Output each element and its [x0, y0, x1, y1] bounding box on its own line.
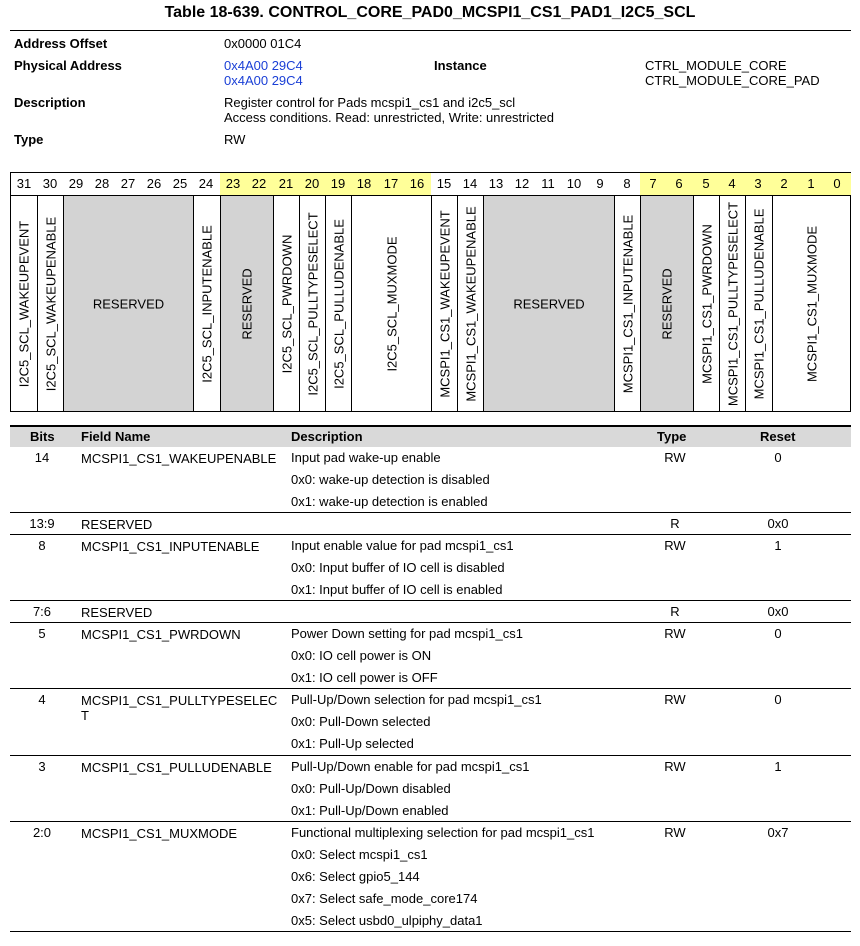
table-row	[10, 822, 851, 932]
description-label: Description	[14, 95, 86, 110]
bit-number: 1	[807, 176, 815, 191]
header-field-name: Field Name	[81, 429, 151, 444]
row-reset: 0x0	[767, 516, 789, 531]
address-offset-value: 0x0000 01C4	[224, 36, 302, 51]
description-line-2: Access conditions. Read: unrestricted, Write: unrestricted	[224, 110, 554, 125]
bit-number: 7	[649, 176, 657, 191]
bitfield-i2c5-scl-muxmode	[351, 196, 431, 411]
bitfield-label: MCSPI1_CS1_PULLTYPESELECT	[725, 201, 740, 406]
row-type: RW	[664, 450, 686, 465]
row-type: RW	[664, 825, 686, 840]
row-bits: 13:9	[29, 516, 55, 531]
bit-number: 8	[623, 176, 631, 191]
bitfield-mcspi1-cs1-wakeupenable	[457, 196, 483, 411]
header-bits: Bits	[30, 429, 55, 444]
row-description	[291, 822, 651, 932]
row-reset: 0	[774, 450, 782, 465]
desc-line: 0x0: Pull-Up/Down disabled	[291, 781, 451, 796]
bit-number: 17	[383, 176, 399, 191]
row-field-name: MCSPI1_CS1_PULLUDENABLE	[81, 760, 272, 775]
bit-number: 15	[436, 176, 452, 191]
bitfield-mcspi1-cs1-pulltypeselect	[719, 196, 745, 411]
header-description: Description	[291, 429, 363, 444]
header-reset: Reset	[760, 429, 796, 444]
bitfield-reserved	[483, 196, 614, 411]
row-field-name: MCSPI1_CS1_PWRDOWN	[81, 627, 241, 642]
bitfield-i2c5-scl-inputenable	[193, 196, 220, 411]
desc-line: 0x0: wake-up detection is disabled	[291, 472, 490, 487]
bitfield-label: I2C5_SCL_PWRDOWN	[279, 234, 294, 373]
bit-number: 22	[251, 176, 267, 191]
bit-number: 23	[225, 176, 241, 191]
row-bits: 7:6	[32, 604, 52, 619]
row-bits: 8	[38, 538, 46, 553]
bitfield-mcspi1-cs1-wakeupevent	[431, 196, 457, 411]
row-type: R	[670, 516, 680, 531]
physical-address-label: Physical Address	[14, 58, 122, 73]
bit-number: 20	[304, 176, 320, 191]
bitfield-mcspi1-cs1-pulludenable	[745, 196, 772, 411]
table-row	[10, 447, 851, 513]
instance-value-2: CTRL_MODULE_CORE_PAD	[645, 73, 820, 88]
bitfield-mcspi1-cs1-inputenable	[614, 196, 640, 411]
desc-line: 0x7: Select safe_mode_core174	[291, 891, 478, 906]
bitfield-i2c5-scl-pwrdown	[273, 196, 299, 411]
bit-number: 12	[514, 176, 530, 191]
row-bits: 14	[34, 450, 50, 465]
bitfield-reserved	[220, 196, 273, 411]
bitfield-label: I2C5_SCL_WAKEUPEVENT	[16, 220, 32, 387]
bit-number: 21	[278, 176, 294, 191]
instance-value-1: CTRL_MODULE_CORE	[645, 58, 787, 73]
row-field-name: MCSPI1_CS1_MUXMODE	[81, 826, 238, 841]
row-field-name: RESERVED	[81, 517, 153, 532]
row-type: RW	[664, 759, 686, 774]
desc-line: 0x0: Pull-Down selected	[291, 714, 431, 729]
bitfield-label: I2C5_SCL_MUXMODE	[384, 235, 399, 372]
table-row	[10, 535, 851, 601]
row-description	[291, 623, 651, 689]
row-type: RW	[664, 626, 686, 641]
row-description	[291, 535, 651, 601]
bitfield-label: MCSPI1_CS1_WAKEUPEVENT	[437, 209, 452, 398]
desc-line: 0x1: Pull-Up/Down enabled	[291, 803, 449, 818]
table-row	[10, 513, 851, 535]
physical-address-value-1[interactable]: 0x4A00 29C4	[224, 58, 303, 73]
bit-number: 30	[42, 176, 58, 191]
bitfield-label: MCSPI1_CS1_PWRDOWN	[699, 223, 714, 384]
desc-line: Pull-Up/Down selection for pad mcspi1_cs1	[291, 692, 542, 707]
table-row	[10, 756, 851, 822]
bitfield-i2c5-scl-wakeupevent	[11, 196, 37, 411]
field-table-header	[10, 425, 851, 447]
row-reset: 0x0	[767, 604, 789, 619]
row-description	[291, 756, 651, 822]
desc-line: 0x1: Pull-Up selected	[291, 736, 414, 751]
desc-line: 0x1: IO cell power is OFF	[291, 670, 438, 685]
row-field-name: MCSPI1_CS1_WAKEUPENABLE	[81, 451, 277, 466]
row-type: RW	[664, 538, 686, 553]
bitfield-reserved	[640, 196, 693, 411]
bitfield-i2c5-scl-pulltypeselect	[299, 196, 325, 411]
desc-line: 0x6: Select gpio5_144	[291, 869, 420, 884]
row-bits: 4	[38, 692, 46, 707]
type-label: Type	[14, 132, 44, 147]
desc-line: 0x0: Input buffer of IO cell is disabled	[291, 560, 505, 575]
bit-number: 19	[330, 176, 346, 191]
row-bits: 3	[38, 759, 46, 774]
bitfield-label: RESERVED	[239, 267, 255, 340]
bitfield-label: MCSPI1_CS1_PULLUDENABLE	[751, 208, 767, 399]
instance-label: Instance	[434, 58, 487, 73]
desc-line: Pull-Up/Down enable for pad mcspi1_cs1	[291, 759, 530, 774]
bit-number: 24	[198, 176, 214, 191]
table-row	[10, 689, 851, 756]
bit-number: 0	[833, 176, 841, 191]
bit-number: 26	[146, 176, 162, 191]
row-bits: 5	[38, 626, 46, 641]
bitfield-label: MCSPI1_CS1_MUXMODE	[804, 225, 819, 382]
row-reset: 1	[774, 538, 782, 553]
row-field-name: RESERVED	[81, 605, 153, 620]
row-reset: 0x7	[767, 825, 789, 840]
bitfield-i2c5-scl-pulludenable	[325, 196, 351, 411]
instance-values	[645, 58, 820, 88]
description-line-1: Register control for Pads mcspi1_cs1 and i2c5_scl	[224, 95, 516, 110]
desc-line: Power Down setting for pad mcspi1_cs1	[291, 626, 523, 641]
bitfield-label: I2C5_SCL_INPUTENABLE	[199, 224, 215, 383]
address-offset-label: Address Offset	[14, 36, 108, 51]
bit-number: 27	[120, 176, 136, 191]
bit-number: 2	[780, 176, 788, 191]
desc-line: 0x1: Input buffer of IO cell is enabled	[291, 582, 503, 597]
bit-number: 14	[462, 176, 478, 191]
bit-number: 25	[172, 176, 188, 191]
header-type: Type	[657, 429, 687, 444]
row-reset: 0	[774, 626, 782, 641]
table-row	[10, 601, 851, 623]
row-description	[291, 689, 651, 755]
row-type: RW	[664, 692, 686, 707]
table-title: Table 18-639. CONTROL_CORE_PAD0_MCSPI1_CS1_PAD1_I2C5_SCL	[164, 4, 696, 21]
bit-number: 9	[596, 176, 604, 191]
desc-line: Input enable value for pad mcspi1_cs1	[291, 538, 514, 553]
bit-number: 31	[16, 176, 32, 191]
bit-number: 18	[356, 176, 372, 191]
desc-line: 0x1: wake-up detection is enabled	[291, 494, 488, 509]
bitfield-label: I2C5_SCL_WAKEUPENABLE	[43, 216, 58, 391]
physical-address-value-2[interactable]: 0x4A00 29C4	[224, 73, 303, 88]
bit-number: 3	[754, 176, 762, 191]
bitfield-label: MCSPI1_CS1_INPUTENABLE	[620, 214, 635, 393]
row-type: R	[670, 604, 680, 619]
bitfield-label: I2C5_SCL_PULLUDENABLE	[331, 218, 346, 389]
bit-number: 28	[94, 176, 110, 191]
bit-field-map	[10, 172, 851, 412]
bitfield-label: RESERVED	[513, 296, 585, 311]
desc-line: 0x5: Select usbd0_ulpiphy_data1	[291, 913, 483, 928]
row-reset: 0	[774, 692, 782, 707]
desc-line: Input pad wake-up enable	[291, 450, 441, 465]
bit-number: 4	[728, 176, 736, 191]
row-field-name: MCSPI1_CS1_INPUTENABLE	[81, 539, 260, 554]
desc-line: 0x0: Select mcspi1_cs1	[291, 847, 428, 862]
bit-number: 10	[566, 176, 582, 191]
bit-number: 13	[488, 176, 504, 191]
bit-number: 29	[68, 176, 84, 191]
row-reset: 1	[774, 759, 782, 774]
bitfield-label: RESERVED	[92, 296, 165, 311]
bitfield-mcspi1-cs1-muxmode	[772, 196, 850, 411]
bit-number: 16	[409, 176, 425, 191]
bitfield-label: RESERVED	[659, 267, 675, 340]
bit-number: 5	[702, 176, 710, 191]
desc-line: 0x0: IO cell power is ON	[291, 648, 432, 663]
title-rule	[10, 30, 851, 31]
bitfield-i2c5-scl-wakeupenable	[37, 196, 63, 411]
bitfield-mcspi1-cs1-pwrdown	[693, 196, 719, 411]
row-bits: 2:0	[32, 825, 52, 840]
desc-line: Functional multiplexing selection for pad mcspi1_cs1	[291, 825, 595, 840]
bit-number: 11	[541, 176, 555, 191]
bitfield-label: MCSPI1_CS1_WAKEUPENABLE	[463, 205, 478, 402]
table-row	[10, 623, 851, 689]
row-description	[291, 447, 651, 513]
bitfield-label: I2C5_SCL_PULLTYPESELECT	[305, 211, 320, 396]
bit-number: 6	[675, 176, 683, 191]
row-field-name: MCSPI1_CS1_PULLTYPESELECT	[81, 693, 278, 723]
bitfield-reserved	[63, 196, 193, 411]
type-value: RW	[224, 132, 246, 147]
